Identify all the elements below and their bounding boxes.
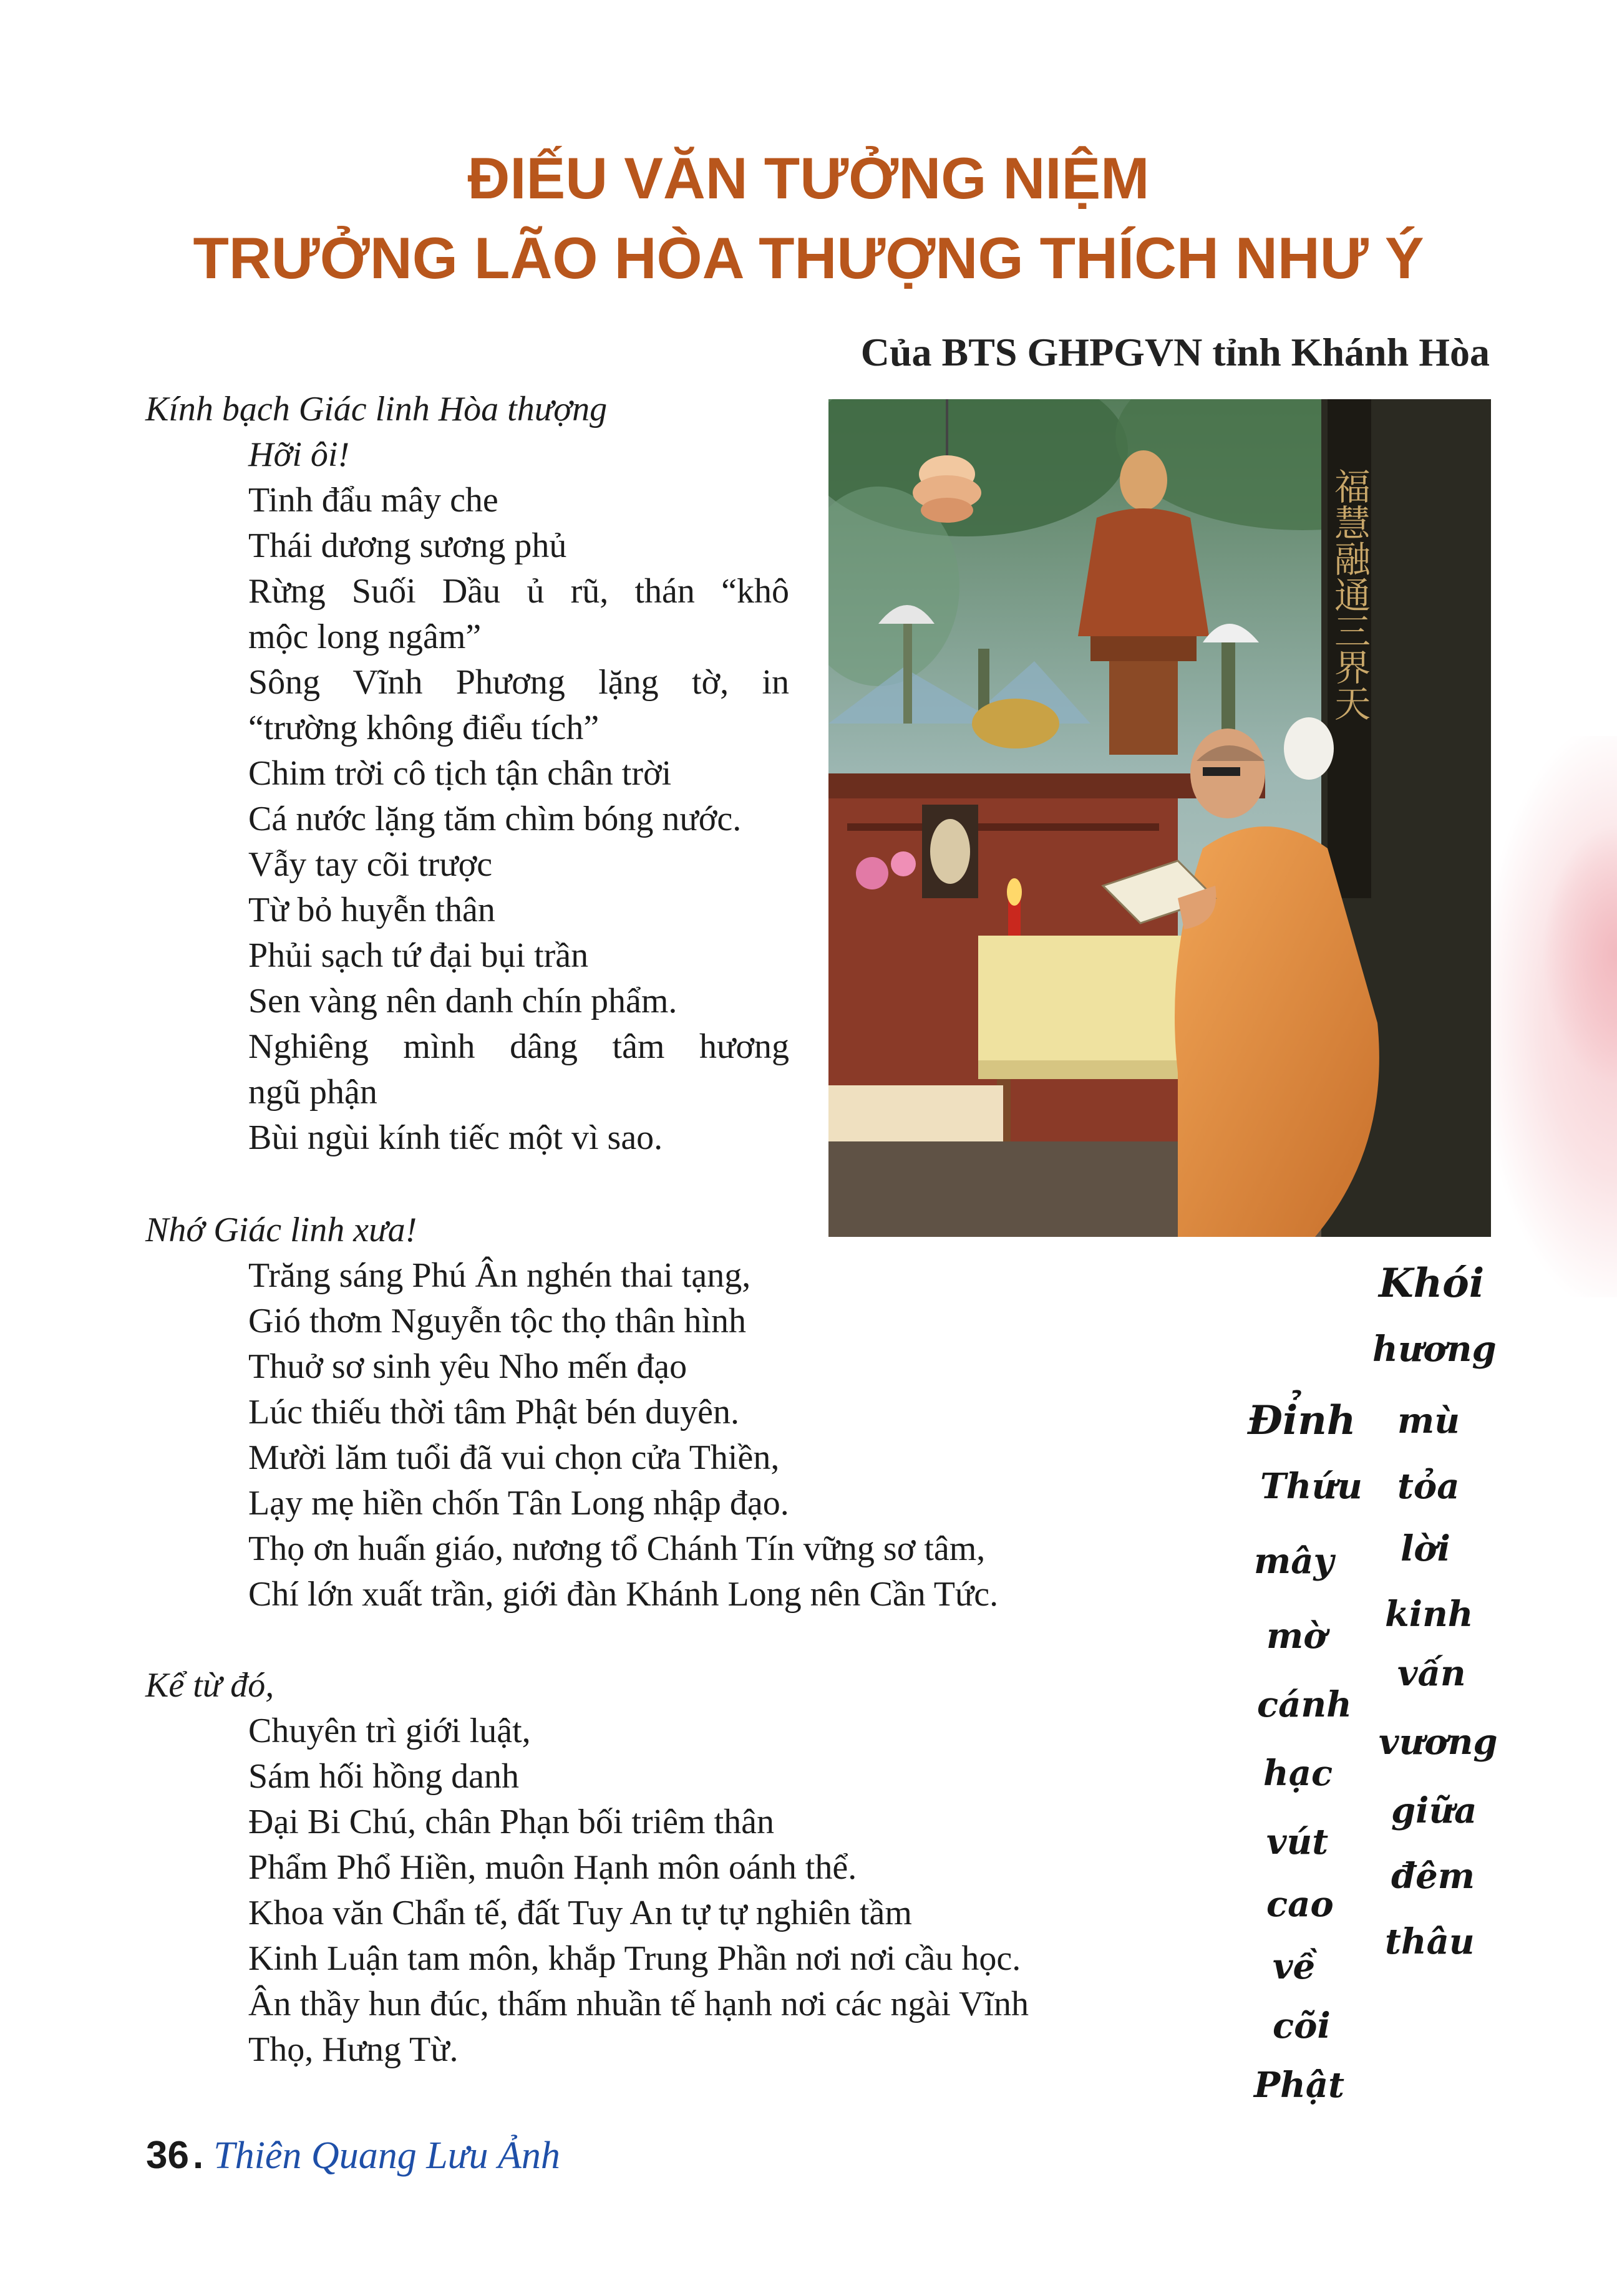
verse-line: “trường không điểu tích”	[248, 709, 600, 747]
calligraphy-word: hương	[1372, 1329, 1497, 1370]
verse-line: Ân thầy hun đúc, thấm nhuần tế hạnh nơi các ngài Vĩnh	[248, 1985, 1029, 2023]
calligraphy-word: tỏa	[1397, 1466, 1460, 1507]
verse-line: Lúc thiếu thời tâm Phật bén duyên.	[248, 1393, 740, 1431]
verse-line: Thuở sơ sinh yêu Nho mến đạo	[248, 1347, 687, 1386]
calligraphy-word: vút	[1266, 1821, 1329, 1862]
verse-line: Gió thơm Nguyễn tộc thọ thân hình	[248, 1302, 746, 1340]
calligraphy-word: mây	[1254, 1541, 1334, 1582]
verse-line: Kinh Luận tam môn, khắp Trung Phần nơi nơi cầu học.	[248, 1939, 1021, 1978]
verse-line: Đại Bi Chú, chân Phạn bối triêm thân	[248, 1803, 774, 1841]
verse-line: Nghiêng mình dâng tâm hương	[248, 1027, 789, 1066]
verse-line: Trăng sáng Phú Ân nghén thai tạng,	[248, 1256, 751, 1295]
verse-line: Cá nước lặng tăm chìm bóng nước.	[248, 800, 742, 838]
lotus-petal-decoration	[1542, 823, 1617, 1085]
verse-line: Phẩm Phổ Hiền, muôn Hạnh môn oánh thể.	[248, 1848, 857, 1887]
calligraphy-word: Khói	[1379, 1260, 1485, 1307]
verse-line: Chí lớn xuất trần, giới đàn Khánh Long nên Cần Tức.	[248, 1575, 999, 1614]
verse-line: Khoa văn Chẩn tế, đất Tuy An tự tự nghiên tầm	[248, 1894, 912, 1932]
verse-line: Tinh đẩu mây che	[248, 481, 498, 520]
section-heading: Kể từ đó,	[145, 1666, 274, 1705]
footer-separator: .	[192, 2134, 204, 2177]
pillar-calligraphy: 福慧融通三界天	[1328, 468, 1371, 721]
verse-line: Sám hối hồng danh	[248, 1757, 519, 1796]
title-line-2: TRƯỞNG LÃO HÒA THƯỢNG THÍCH NHƯ Ý	[193, 225, 1424, 291]
calligraphy-word: vương	[1379, 1722, 1498, 1763]
title-line-1: ĐIẾU VĂN TƯỞNG NIỆM	[467, 145, 1150, 211]
section-ke-tu-do	[145, 1663, 1206, 2073]
verse-block	[145, 1253, 1206, 1617]
byline: Của BTS GHPGVN tỉnh Khánh Hòa	[860, 330, 1490, 374]
calligraphy-word: kinh	[1385, 1594, 1474, 1635]
verse-line: Bùi ngùi kính tiếc một vì sao.	[248, 1118, 663, 1157]
verse-line: Rừng Suối Dầu ủ rũ, thán “khô	[248, 572, 789, 611]
calligraphy-word: vấn	[1397, 1653, 1466, 1694]
verse-line: Hỡi ôi!	[248, 435, 350, 474]
calligraphy-word: mờ	[1266, 1615, 1327, 1657]
verse-line: Chim trời cô tịch tận chân trời	[248, 754, 672, 793]
magazine-name: Thiên Quang Lưu Ảnh	[213, 2134, 560, 2177]
section-heading: Nhớ Giác linh xưa!	[145, 1211, 417, 1249]
calligraphy-word: thâu	[1385, 1921, 1475, 1962]
calligraphy-word: hạc	[1263, 1753, 1333, 1794]
verse-line: Lạy mẹ hiền chốn Tân Long nhập đạo.	[248, 1484, 789, 1523]
calligraphy-word: cao	[1266, 1884, 1334, 1925]
verse-line: Phủi sạch tứ đại bụi trần	[248, 936, 589, 975]
verse-block	[145, 432, 789, 1161]
verse-line: Chuyên trì giới luật,	[248, 1712, 531, 1750]
calligraphy-word: Thứu	[1260, 1466, 1362, 1507]
verse-block	[145, 1708, 1206, 2073]
calligraphy-poem	[1223, 1247, 1510, 2121]
verse-line: Vẫy tay cõi trược	[248, 845, 493, 884]
verse-line: Mười lăm tuổi đã vui chọn cửa Thiền,	[248, 1438, 780, 1477]
monk-photo-illustration	[828, 399, 1491, 1237]
verse-line: mộc long ngâm”	[248, 618, 482, 656]
section-heading: Kính bạch Giác linh Hòa thượng	[145, 390, 608, 429]
page-number: 36	[146, 2134, 189, 2177]
calligraphy-word: về	[1273, 1946, 1316, 1987]
calligraphy-word: đêm	[1391, 1856, 1475, 1897]
verse-line: Thái dương sương phủ	[248, 526, 567, 565]
monk-photo	[828, 399, 1491, 1237]
verse-line: Thọ, Hưng Từ.	[248, 2030, 459, 2069]
calligraphy-word: giữa	[1391, 1790, 1477, 1831]
verse-line: Sen vàng nên danh chín phẩm.	[248, 982, 677, 1020]
verse-line: Từ bỏ huyễn thân	[248, 891, 495, 929]
section-kinh-bach	[145, 387, 789, 1161]
section-nho-giac-linh	[145, 1208, 1206, 1617]
verse-line: Sông Vĩnh Phương lặng tờ, in	[248, 663, 789, 702]
page-footer	[146, 2133, 560, 2183]
verse-line: ngũ phận	[248, 1073, 377, 1112]
calligraphy-word: cõi	[1273, 2005, 1331, 2047]
calligraphy-word: Đỉnh	[1248, 1397, 1356, 1444]
calligraphy-word: cánh	[1257, 1684, 1352, 1725]
verse-line: Thọ ơn huấn giáo, nương tổ Chánh Tín vững sơ tâm,	[248, 1529, 986, 1568]
calligraphy-word: Phật	[1254, 2065, 1344, 2106]
calligraphy-word: mù	[1397, 1400, 1460, 1441]
calligraphy-word: lời	[1401, 1528, 1450, 1569]
